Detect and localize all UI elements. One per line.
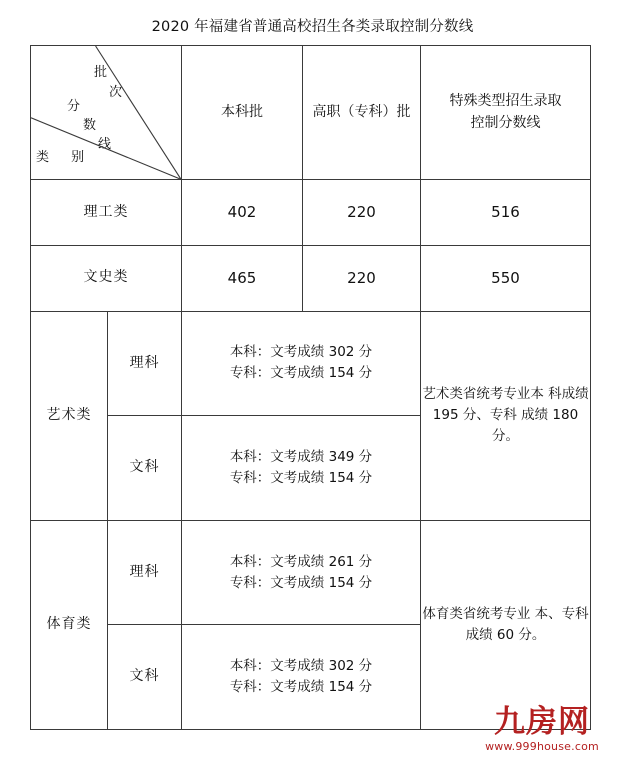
row-category-ligong: 理工类 bbox=[31, 180, 182, 246]
row-category-tiyu: 体育类 bbox=[31, 520, 108, 729]
detail-line-zhuanke: 专科：文考成绩 154 分 bbox=[229, 679, 373, 696]
score-table bbox=[30, 45, 591, 730]
detail-yishu-like bbox=[182, 311, 421, 416]
table-row bbox=[31, 311, 591, 416]
row-category-wenshi: 文史类 bbox=[31, 245, 182, 311]
watermark bbox=[467, 704, 617, 753]
column-header-gaozhi: 高职（专科）批 bbox=[303, 46, 421, 180]
score-wenshi-gaozhi: 220 bbox=[303, 245, 421, 311]
detail-line-benke: 本科：文考成绩 349 分 bbox=[229, 449, 373, 466]
note-yishu-line1: 艺术类省统考专业本 bbox=[422, 386, 544, 403]
detail-line-zhuanke: 专科：文考成绩 154 分 bbox=[229, 469, 373, 486]
score-ligong-teshu: 516 bbox=[421, 180, 591, 246]
subject-tiyu-wenke: 文科 bbox=[108, 625, 182, 730]
column-header-benke: 本科批 bbox=[182, 46, 303, 180]
detail-line-benke: 本科：文考成绩 302 分 bbox=[229, 344, 373, 361]
detail-tiyu-like bbox=[182, 520, 421, 625]
table-row bbox=[31, 180, 591, 246]
column-header-teshu-line2: 控制分数线 bbox=[470, 114, 541, 131]
column-header-teshu bbox=[421, 46, 591, 180]
row-category-yishu: 艺术类 bbox=[31, 311, 108, 520]
note-yishu bbox=[421, 311, 591, 520]
score-ligong-benke: 402 bbox=[182, 180, 303, 246]
note-tiyu-line2: 本、专科成绩 60 分。 bbox=[465, 605, 589, 643]
detail-line-zhuanke: 专科：文考成绩 154 分 bbox=[229, 574, 373, 591]
table-row bbox=[31, 245, 591, 311]
table-header-row bbox=[31, 46, 591, 180]
score-wenshi-teshu: 550 bbox=[421, 245, 591, 311]
corner-label-fen: 分 bbox=[67, 99, 81, 114]
corner-label-xian: 线 bbox=[98, 137, 112, 152]
corner-label-pici-1: 批 bbox=[94, 65, 113, 80]
subject-yishu-like: 理科 bbox=[108, 311, 182, 416]
corner-label-shu: 数 bbox=[83, 118, 97, 133]
detail-line-zhuanke: 专科：文考成绩 154 分 bbox=[229, 365, 373, 382]
note-tiyu bbox=[421, 520, 591, 729]
table-row bbox=[31, 520, 591, 625]
note-yishu-line3: 成绩 180 分。 bbox=[492, 407, 579, 445]
page-title: 2020 年福建省普通高校招生各类录取控制分数线 bbox=[151, 19, 474, 35]
subject-tiyu-like: 理科 bbox=[108, 520, 182, 625]
watermark-url: www.999house.com bbox=[485, 740, 599, 753]
detail-yishu-wenke bbox=[182, 416, 421, 521]
subject-yishu-wenke: 文科 bbox=[108, 416, 182, 521]
corner-label-leibie: 类 别 bbox=[36, 150, 94, 165]
watermark-logo-text: 九房网 bbox=[494, 704, 590, 741]
corner-header-cell bbox=[31, 46, 182, 180]
note-tiyu-line1: 体育类省统考专业 bbox=[422, 605, 531, 622]
detail-line-benke: 本科：文考成绩 302 分 bbox=[229, 658, 373, 675]
corner-label-pici-2: 次 bbox=[109, 85, 123, 100]
score-ligong-gaozhi: 220 bbox=[303, 180, 421, 246]
detail-tiyu-wenke bbox=[182, 625, 421, 730]
score-wenshi-benke: 465 bbox=[182, 245, 303, 311]
note-yishu-line2: 科成绩 195 分、专科 bbox=[432, 386, 589, 424]
column-header-teshu-line1: 特殊类型招生录取 bbox=[449, 92, 562, 109]
detail-line-benke: 本科：文考成绩 261 分 bbox=[229, 553, 373, 570]
